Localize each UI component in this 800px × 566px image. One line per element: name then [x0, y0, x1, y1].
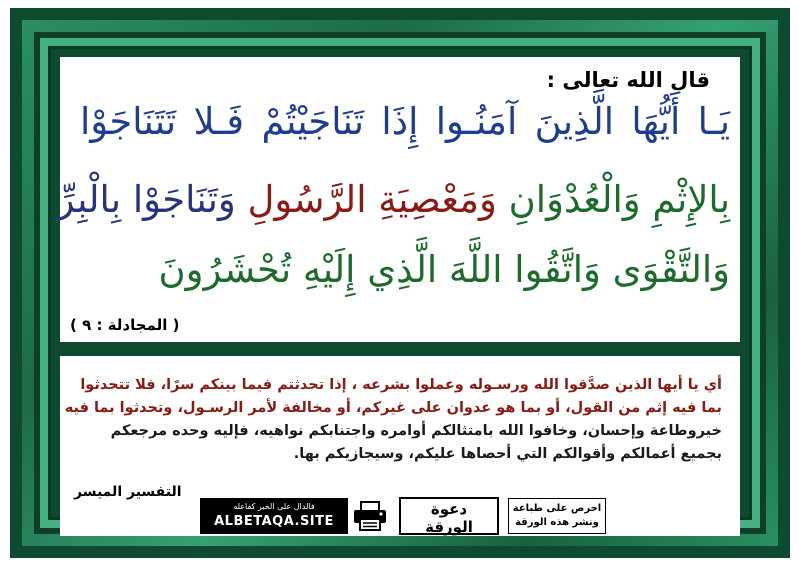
svg-text:الورقة: الورقة [425, 518, 473, 536]
verse-line-1: يَـا أَيُّهَا الَّذِينَ آمَنُـوا إِذَا تَنَاجَيْتُمْ فَـلا تَتَنَاجَوْا [80, 100, 730, 143]
tafsir-source: التفسير الميسر [74, 484, 182, 500]
tafsir-line-1: أي يا أيها الذين صدَّقوا الله ورسـوله وعملوا بشرعه ، إذا تحدثتم فيما بينكم سرًا، فلا تتحدثوا [80, 377, 722, 393]
site-link-box[interactable] [200, 498, 348, 534]
tafsir-line-4: بجميع أعمالكم وأقوالكم التي أحصاها عليكم، وسيجازيكم بها. [293, 446, 722, 462]
verse-reference: ( المجادلة : ٩ ) [70, 316, 180, 334]
intro-heading: قال الله تعالى : [546, 68, 710, 92]
print-call-line-2: ونشر هذه الورقة [515, 517, 599, 528]
verse-line-2-part-3: وَتَنَاجَوْا بِالْبِرِّ [56, 178, 236, 221]
tafsir-text [64, 374, 722, 466]
tafsir-line-3: خيروطاعة وإحسان، وخافوا الله بامتثالكم أوامره واجتنابكم نواهيه، فإليه وحده مرجعكم [110, 423, 722, 439]
dawah-logo [398, 496, 500, 536]
verse-line-2-part-1: بِالإِثْمِ وَالْعُدْوَانِ [508, 178, 730, 221]
site-tagline: فالدال على الخير كفاعله [233, 502, 315, 511]
site-url[interactable]: ALBETAQA.SITE [214, 514, 334, 529]
svg-text:دعوة: دعوة [430, 500, 468, 518]
verse-line-2-part-2: وَمَعْصِيَةِ الرَّسُولِ [247, 178, 497, 221]
printer-icon [352, 500, 388, 532]
print-call-line-1: احرص على طباعة [512, 503, 602, 514]
verse-line-2 [56, 178, 730, 221]
verse-line-3: وَالتَّقْوَى وَاتَّقُوا اللَّهَ الَّذِي إِلَيْهِ تُحْشَرُونَ [158, 248, 730, 291]
print-call-box [508, 498, 606, 534]
tafsir-line-2: بما فيه إثم من القول، أو بما هو عدوان على غيركم، أو مخالفة لأمر الرسـول، وتحدثوا بما فيه [64, 400, 722, 416]
